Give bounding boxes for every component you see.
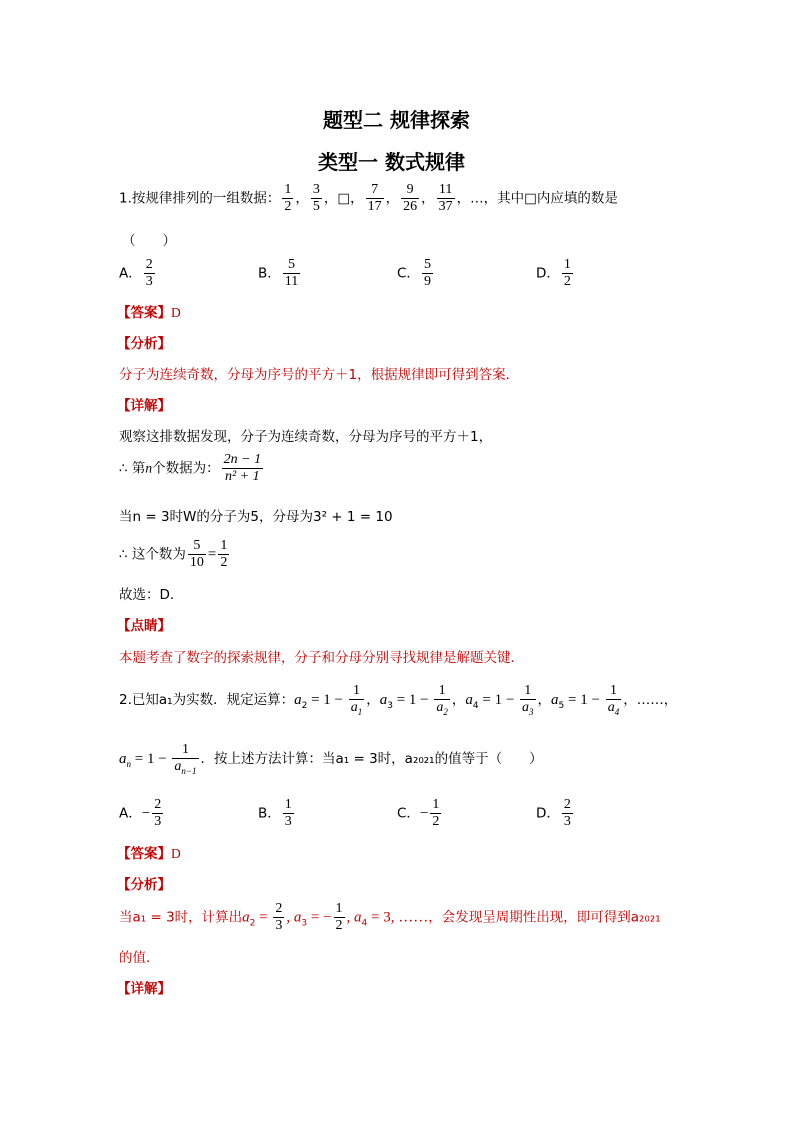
q2-analysis: 当a₁ = 3时，计算出$a_2$ = $\frac{2}{3}$ , $a_3$ = − $\frac{1}{2}$ , $a_4 = 3$, ……，会发现呈周期性出现，即可得到a₂₀₂₁	[119, 901, 661, 934]
q2-option-b: B． $\frac{1}{3}$	[258, 797, 292, 830]
q1-option-d: D． $\frac{1}{2}$	[536, 257, 571, 290]
q1-seq-6: $\frac{11}{37}$	[438, 182, 453, 215]
q1-detail-4: ∴ 这个数为 $\frac{5}{10}$ = $\frac{1}{2}$	[119, 538, 228, 571]
q1-detail-5: 故选：D．	[119, 587, 184, 603]
q2-analysis-line2: 的值．	[119, 950, 160, 966]
q1-detail-tag: 【详解】	[117, 398, 171, 414]
q2-answer: 【答案】D	[117, 846, 181, 862]
q1-seq-1: $\frac{1}{2}$	[284, 182, 292, 215]
q1-comment-tag: 【点睛】	[117, 618, 171, 634]
q1-paren: （ ）	[122, 233, 176, 249]
q1-stem: 1.按规律排列的一组数据： $\frac{1}{2}$ ， $\frac{3}{5}$ ，□， $\frac{7}{17}$ ， $\frac{9}{26}$ ， $\frac{11}{37}$ ，…，其中□内应填的数是	[119, 182, 618, 215]
q2-stem: 2.已知a₁为实数．规定运算：$a_2 = 1$ − $\frac{1}{a_1}$ ，$a_3 = 1$ − $\frac{1}{a_2}$ ，$a_4 = 1$ − $\frac{1}{a_3}$ ，$a_5 = 1$ − $\frac{1}{a_4}$ ，……，	[119, 683, 678, 717]
q1-option-b: B． $\frac{5}{11}$	[258, 257, 299, 290]
q2-detail-tag: 【详解】	[117, 981, 171, 997]
q2-option-c: C．− $\frac{1}{2}$	[397, 797, 440, 830]
q1-stem-prefix: 1.按规律排列的一组数据：	[119, 190, 281, 207]
q1-seq-4: $\frac{7}{17}$	[367, 182, 382, 215]
q1-seq-5: $\frac{9}{26}$	[403, 182, 418, 215]
q1-answer: 【答案】D	[117, 305, 181, 321]
q1-analysis-tag: 【分析】	[117, 336, 171, 352]
q1-detail-3: 当n = 3时W的分子为5，分母为3² + 1 = 10	[119, 509, 393, 525]
q1-analysis: 分子为连续奇数，分母为序号的平方＋1，根据规律即可得到答案．	[119, 367, 520, 383]
q2-option-a: A．− $\frac{2}{3}$	[119, 797, 162, 830]
q1-detail-2: ∴ 第n个数据为： $\frac{2n - 1}{\text{n² + 1}}$	[119, 452, 262, 485]
q2-stem-line2: $a_n = 1$ − $\frac{1}{a_{n-1}}$ ．按上述方法计算：当a₁ = 3时，a₂₀₂₁的值等于（ ）	[119, 742, 543, 776]
q1-seq-box: □	[337, 190, 351, 207]
q1-option-c: C． $\frac{5}{9}$	[397, 257, 431, 290]
q2-analysis-tag: 【分析】	[117, 877, 171, 893]
q1-stem-suffix: ，…，其中□内应填的数是	[456, 190, 618, 207]
q2-option-d: D． $\frac{2}{3}$	[536, 797, 571, 830]
q1-detail-1: 观察这排数据发现，分子为连续奇数，分母为序号的平方＋1，	[119, 429, 493, 445]
q1-option-a: A． $\frac{2}{3}$	[119, 257, 153, 290]
q1-seq-2: $\frac{3}{5}$	[312, 182, 320, 215]
q1-comment: 本题考查了数字的探索规律，分子和分母分别寻找规律是解题关键．	[119, 650, 524, 666]
section-title: 题型二 规律探索	[323, 108, 470, 132]
type-title: 类型一 数式规律	[318, 150, 465, 174]
